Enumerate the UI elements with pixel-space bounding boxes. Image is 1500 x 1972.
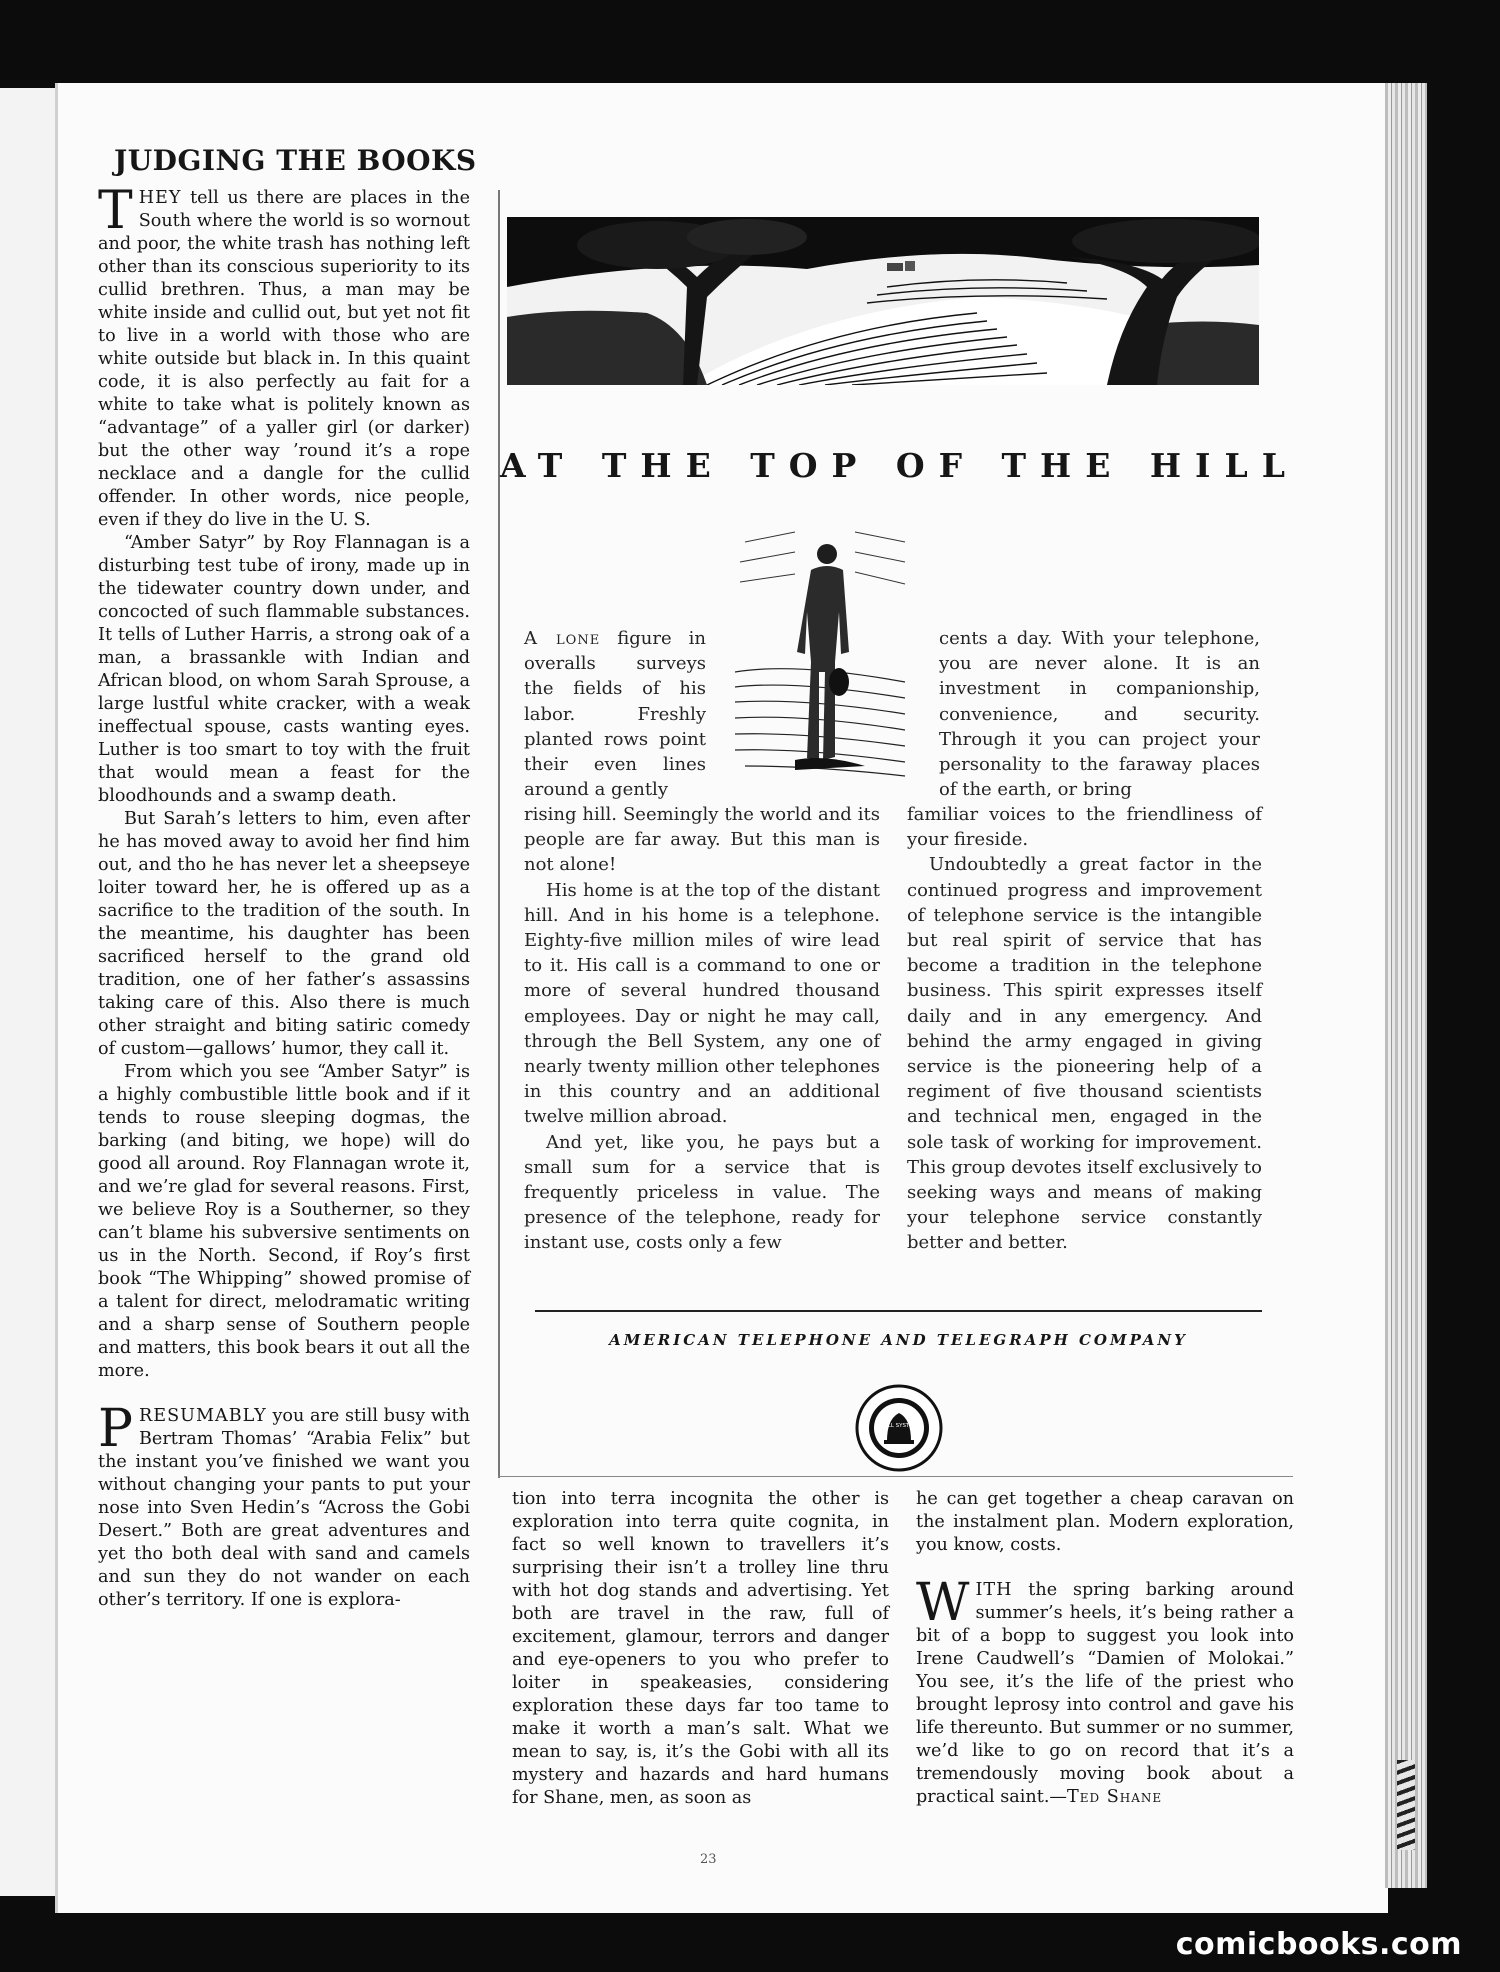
drop-cap: T [98, 181, 133, 241]
company-name: AMERICAN TELEPHONE AND TELEGRAPH COMPANY [609, 1331, 1188, 1349]
ad-column-right: familiar voices to the friendliness of your fireside. Undoubtedly a great factor in the continued progress and improvement of telephone service is the intangible but real spirit of service that has become a tradition in the telephone business. This spirit expresses itself daily and in any emergency. And behind the army engaged in giving service is the pioneering help of a regiment of five thousand scientists and technical men, engaged in the sole task of working for improvement. This group devotes itself exclusively to seeking ways and means of making your telephone service constantly better and better. [907, 804, 1262, 1254]
farmer-illustration [735, 522, 910, 784]
author-signature: Ted Shane [1067, 1787, 1163, 1807]
review-column-right: he can get together a cheap caravan on the instalment plan. Modern exploration, you know, costs. WITH the spring barking around summer’s heels, it’s being rather a bit of a bopp to suggest you look into Irene Caudwell’s “Damien of Molokai.” You see, it’s the life of the priest who brought leprosy into control and gave his life thereunto. But summer or no summer, we’d like to go on record that it’s a tremendously moving book about a practical saint.—Ted Shane [916, 1489, 1294, 1807]
page-number: 23 [700, 1852, 717, 1867]
ad-column-left: rising hill. Seemingly the world and its people are far away. But this man is not alone! His home is at the top of the distant hill. And in his home is a telephone. Eighty-five million miles of wire lead to it. His call is a command to one or more of several hundred thousand employees. Day or night he may call, through the Bell System, any one of nearly twenty million other telephones in this country and an additional twelve million abroad. And yet, like you, he pays but a small sum for a service that is frequently priceless in value. The presence of the telephone, ready for instant use, costs only a few [524, 804, 880, 1254]
bell-system-seal [854, 1383, 944, 1473]
review-column-middle: tion into terra incognita the other is exploration into terra quite cognita, in fact so well known to travellers it’s surprising their isn’t a trolley line thru with hot dog stands and advertising. Yet both are travel in the raw, full of excitement, glamour, terrors and danger and eye-openers to you who prefer to loiter in speakeasies, considering exploration these days far too tame to make it worth a man’s salt. What we mean to say, is, it’s the Gobi with all its mystery and hazards and hard humans for Shane, men, as soon as [512, 1489, 889, 1808]
review-paragraph: “Amber Satyr” by Roy Flannagan is a disturbing test tube of irony, made up in the tidewater country down under, and concocted of such flammable substances. It tells of Luther Harris, a strong oak of a man, a brassankle with Indian and African blood, on whom Sarah Sprouse, a large lustful white cracker, with a weak ineffectual spouse, casts wanting eyes. Luther is too smart to toy with the fruit that would mean a feast for the bloodhounds and a swamp death. [98, 533, 470, 806]
review-paragraph: From which you see “Amber Satyr” is a highly combustible little book and if it tends to rouse sleeping dogmas, the barking (and biting, we hope) will do good all around. Roy Flannagan wrote it, and we’re glad for several reasons. First, we believe Roy is a Southerner, so they can’t blame his subversive sentiments on us in the North. Second, if Roy’s first book “The Whipping” showed promise of a talent for direct, melodramatic writing and a sharp sense of Southern people and matters, this book bears it out all the more. [98, 1062, 470, 1381]
company-rule [535, 1310, 1262, 1312]
drop-cap: P [98, 1399, 133, 1459]
review-paragraph: THEY tell us there are places in the South where the world is so wornout and poor, the white trash has nothing left other than its conscious superiority to its cullid brethren. Thus, a man may be white inside and cullid out, but yet not fit to live in a world with those who are white outside but black in. In this quaint code, it is also perfectly au fait for a white to take what is politely known as “advantage” of a yaller girl (or darker) but the other way ’round it’s a rope necklace and a dangle for the cullid offender. In other words, nice people, even if they do live in the U. S. [98, 181, 470, 530]
review-paragraph: But Sarah’s letters to him, even after he has moved away to avoid her find him out, and tho he has never let a sheepseye loiter toward her, he is offered up as a sacrifice to the tradition of the south. In the meantime, his daughter has been sacrificed herself to the grand old tradition, one of her father’s assassins taking care of this. Also there is much other straight and biting satiric comedy of custom—gallows’ humor, they call it. [98, 809, 470, 1059]
ad-narrow-left: A lone figure in overalls surveys the fields of his labor. Freshly planted rows point their even lines around a gently [524, 628, 706, 801]
book-page-edges [1385, 83, 1427, 1888]
seal-text: BELL SYSTEM [880, 1423, 918, 1429]
ad-headline: AT THE TOP OF THE HILL [500, 446, 1299, 485]
page-edge-marks [1397, 1760, 1415, 1850]
ad-narrow-right: cents a day. With your telephone, you are never alone. It is an investment in companionship, convenience, and security. Through it you can project your personality to the faraway places of the earth, or bring [939, 628, 1260, 801]
adjacent-page-edge [0, 88, 58, 1896]
drop-cap: W [916, 1573, 970, 1633]
landscape-illustration [507, 217, 1259, 385]
site-watermark: comicbooks.com [1175, 1927, 1462, 1962]
review-paragraph: PRESUMABLY you are still busy with Bertram Thomas’ “Arabia Felix” but the instant you’ve finished we want you without changing your pants to put your nose into Sven Hedin’s “Across the Gobi Desert.” Both are great adventures and yet tho both deal with sand and camels and sun they do not wander on each other’s territory. If one is explora- [98, 1399, 470, 1610]
section-heading: JUDGING THE BOOKS [114, 144, 477, 177]
review-column-left [98, 181, 470, 1612]
review-paragraph: WITH the spring barking around summer’s heels, it’s being rather a bit of a bopp to suggest you look into Irene Caudwell’s “Damien of Molokai.” You see, it’s the life of the priest who brought leprosy into control and gave his life thereunto. But summer or no summer, we’d like to go on record that it’s a tremendously moving book about a practical saint.—Ted Shane [916, 1573, 1294, 1807]
advertisement-bottom-rule [498, 1476, 1293, 1477]
